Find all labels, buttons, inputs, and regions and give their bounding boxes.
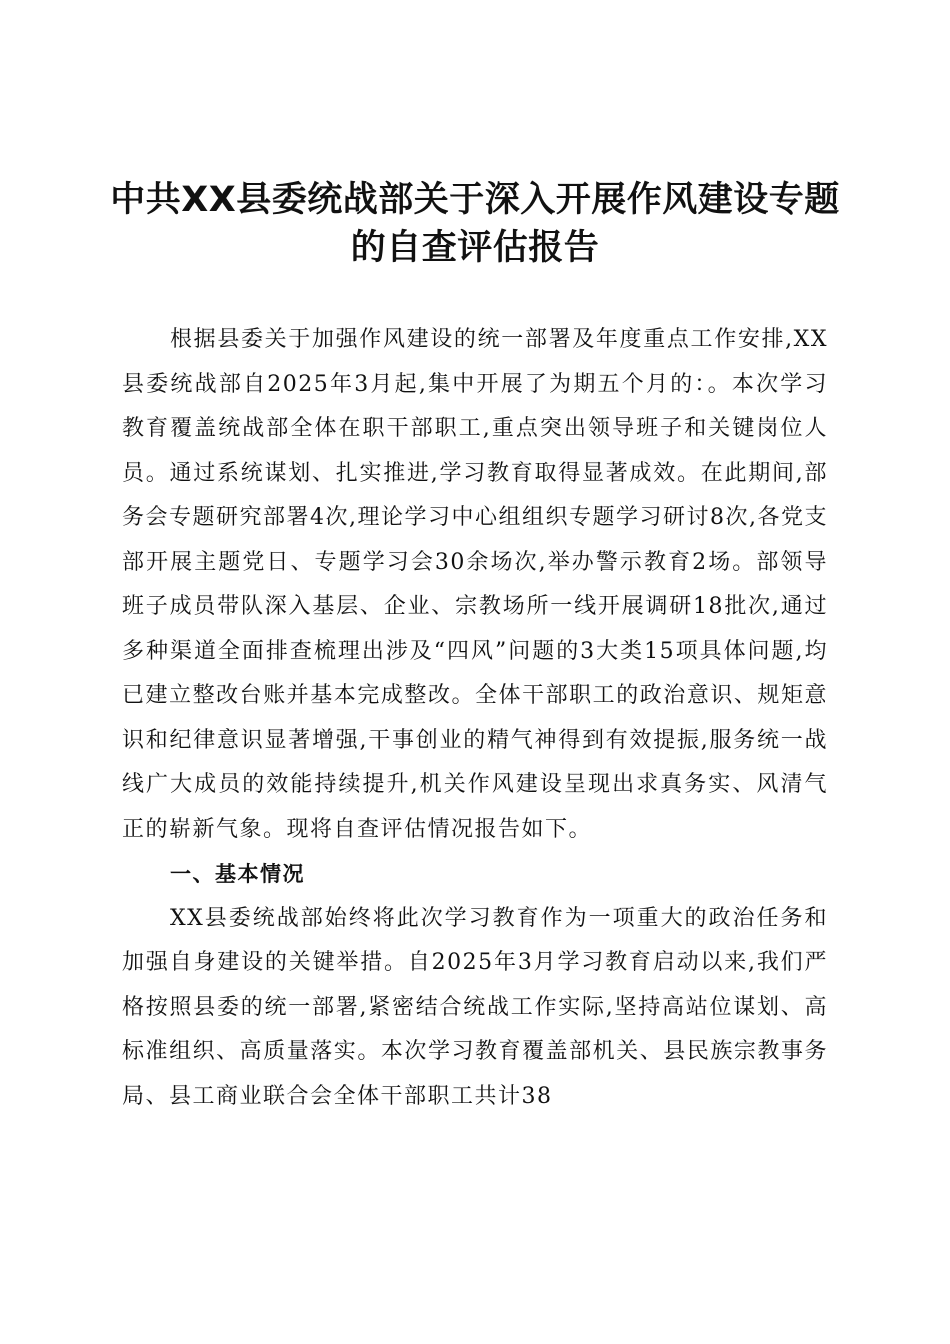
- section-heading-basic-situation: 一、基本情况: [170, 862, 305, 886]
- document-title: 中共XX县委统战部关于深入开展作风建设专题的自查评估报告: [110, 180, 840, 268]
- basic-situation-paragraph: XX县委统战部始终将此次学习教育作为一项重大的政治任务和加强自身建设的关键举措。自2025年3月学习教育启动以来,我们严格按照县委的统一部署,紧密结合统战工作实际,坚持高站位谋划、高标准组织、高质量落实。本次学习教育覆盖部机关、县民族宗教事务局、县工商业联合会全体干部职工共计38: [122, 905, 828, 1109]
- intro-paragraph: 根据县委关于加强作风建设的统一部署及年度重点工作安排,XX县委统战部自2025年3月起,集中开展了为期五个月的：。本次学习教育覆盖统战部全体在职干部职工,重点突出领导班子和关键岗位人员。通过系统谋划、扎实推进,学习教育取得显著成效。在此期间,部务会专题研究部署4次,理论学习中心组组织专题学习研讨8次,各党支部开展主题党日、专题学习会30余场次,举办警示教育2场。部领导班子成员带队深入基层、企业、宗教场所一线开展调研18批次,通过多种渠道全面排查梳理出涉及“四风”问题的3大类15项具体问题,均已建立整改台账并基本完成整改。全体干部职工的政治意识、规矩意识和纪律意识显著增强,干事创业的精气神得到有效提振,服务统一战线广大成员的效能持续提升,机关作风建设呈现出求真务实、风清气正的崭新气象。现将自查评估情况报告如下。: [122, 327, 828, 842]
- document-body: [122, 318, 828, 1119]
